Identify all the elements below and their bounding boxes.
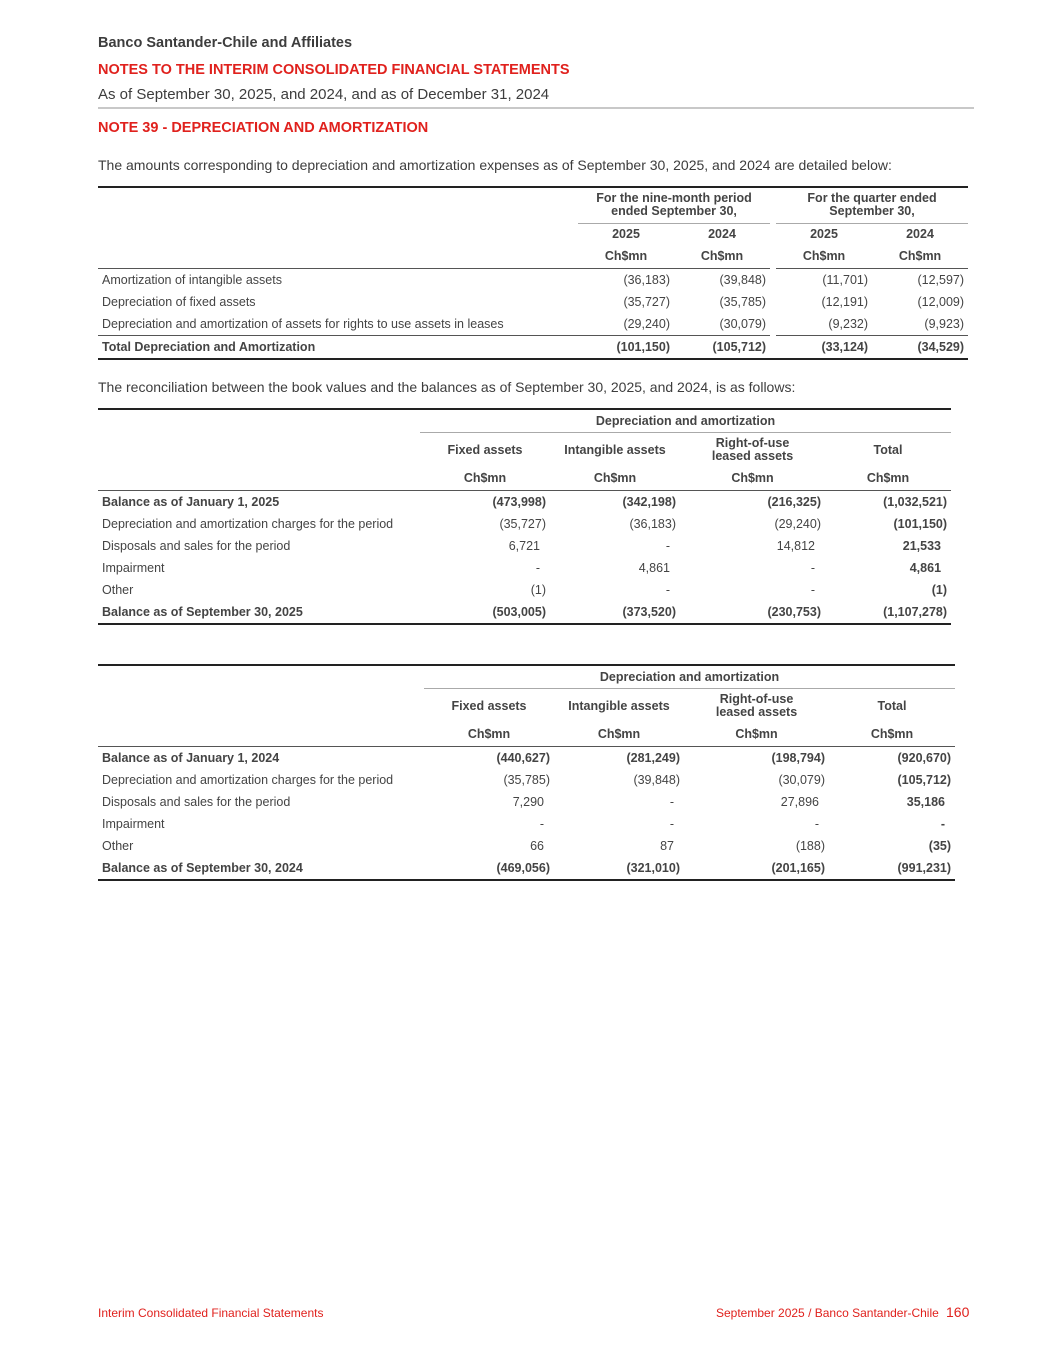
value-cell: (440,627)	[496, 750, 550, 765]
row-label: Balance as of September 30, 2025	[102, 604, 303, 619]
group-header-quarter: For the quarter ended September 30,	[776, 187, 968, 223]
group-header: Depreciation and amortization	[424, 665, 955, 689]
value-cell: 4,861	[909, 560, 942, 575]
table-row	[98, 513, 951, 535]
value-cell: (1,032,521)	[883, 494, 948, 509]
value-cell: (321,010)	[626, 860, 680, 875]
value-cell: (342,198)	[622, 494, 676, 509]
value-cell: -	[669, 794, 674, 809]
unit-header: Ch$mn	[872, 246, 968, 269]
table-row	[98, 557, 951, 579]
value-cell: 7,290	[512, 794, 544, 809]
intro-text-1: The amounts corresponding to depreciation and amortization expenses as of September 30, 2025, and 2024 are detailed below:	[98, 157, 892, 173]
row-label: Disposals and sales for the period	[102, 538, 291, 553]
row-label: Balance as of January 1, 2025	[102, 494, 280, 509]
value-cell: -	[665, 582, 670, 597]
value-cell: (34,529)	[917, 339, 965, 354]
row-label: Depreciation and amortization charges for the period	[102, 516, 394, 531]
value-cell: (198,794)	[771, 750, 825, 765]
value-cell: -	[665, 538, 670, 553]
table-row	[98, 601, 951, 624]
value-cell: (35,727)	[623, 294, 670, 309]
table-row	[98, 835, 955, 857]
value-cell: -	[814, 816, 819, 831]
value-cell: 27,896	[780, 794, 819, 809]
footer-date-bank: September 2025 / Banco Santander-Chile	[716, 1306, 939, 1320]
year-header: 2025	[612, 227, 640, 241]
group-header: Depreciation and amortization	[420, 409, 951, 433]
value-cell: (29,240)	[774, 516, 821, 531]
value-cell: -	[810, 560, 815, 575]
row-label: Total Depreciation and Amortization	[102, 339, 316, 354]
unit-header: Ch$mn	[674, 246, 770, 269]
value-cell: (35)	[928, 838, 952, 853]
value-cell: (39,848)	[719, 272, 767, 287]
company-name: Banco Santander-Chile and Affiliates	[98, 35, 353, 51]
value-cell: -	[940, 816, 946, 831]
row-label: Depreciation of fixed assets	[102, 294, 256, 309]
year-header: 2024	[906, 227, 934, 241]
value-cell: 21,533	[902, 538, 942, 553]
value-cell: (11,701)	[822, 272, 869, 287]
column-header: Fixed assets	[447, 442, 523, 457]
depreciation-expenses-table	[98, 186, 968, 360]
value-cell: (991,231)	[897, 860, 952, 875]
unit-header: Ch$mn	[550, 468, 680, 491]
as-of-date: As of September 30, 2025, and 2024, and as of December 31, 2024	[98, 86, 550, 103]
column-header: Total	[873, 442, 903, 457]
row-label: Other	[102, 838, 134, 853]
value-cell: (105,712)	[897, 772, 952, 787]
row-label: Disposals and sales for the period	[102, 794, 291, 809]
row-label: Amortization of intangible assets	[102, 272, 282, 287]
value-cell: (30,079)	[674, 313, 770, 336]
table-row	[98, 746, 955, 769]
table-row	[98, 769, 955, 791]
value-cell: (35,727)	[499, 516, 546, 531]
value-cell: (230,753)	[767, 604, 821, 619]
intro-text-2: The reconciliation between the book values and the balances as of September 30, 2025, and 2024, is as follows:	[98, 379, 796, 395]
value-cell: (473,998)	[492, 494, 546, 509]
value-cell: 6,721	[508, 538, 540, 553]
unit-header: Ch$mn	[554, 724, 684, 747]
reconciliation-table-2024	[98, 664, 955, 881]
value-cell: (39,848)	[633, 772, 680, 787]
value-cell: (105,712)	[712, 339, 767, 354]
page-number: 160	[946, 1304, 970, 1320]
value-cell: 87	[660, 838, 674, 853]
value-cell: (12,191)	[821, 294, 869, 309]
table-row	[98, 535, 951, 557]
value-cell: (33,124)	[821, 339, 869, 354]
group-header-nine-month: For the nine-month period ended September 30,	[578, 187, 770, 223]
value-cell: (920,670)	[897, 750, 952, 765]
value-cell: (35,785)	[503, 772, 550, 787]
column-header: Right-of-use leased assets	[711, 436, 794, 464]
value-cell: 66	[530, 838, 544, 853]
value-cell: (1)	[530, 582, 546, 597]
value-cell: -	[810, 582, 815, 597]
notes-title: NOTES TO THE INTERIM CONSOLIDATED FINANCIAL STATEMENTS	[98, 62, 570, 78]
value-cell: 14,812	[776, 538, 815, 553]
table-row	[98, 813, 955, 835]
footer-title: Interim Consolidated Financial Statements	[98, 1306, 324, 1320]
unit-header: Ch$mn	[776, 246, 872, 269]
value-cell: (36,183)	[623, 272, 670, 287]
value-cell: (30,079)	[778, 772, 825, 787]
value-cell: (12,597)	[917, 272, 965, 287]
table-row	[98, 579, 951, 601]
value-cell: (503,005)	[492, 604, 546, 619]
column-header: Fixed assets	[451, 698, 527, 713]
row-label: Impairment	[102, 816, 165, 831]
row-label: Other	[102, 582, 134, 597]
value-cell: (216,325)	[767, 494, 821, 509]
value-cell: (36,183)	[629, 516, 676, 531]
row-label: Depreciation and amortization of assets for rights to use assets in leases	[98, 313, 578, 336]
value-cell: -	[539, 816, 544, 831]
row-label: Balance as of September 30, 2024	[102, 860, 303, 875]
value-cell: (1)	[931, 582, 948, 597]
value-cell: (469,056)	[496, 860, 550, 875]
unit-header: Ch$mn	[825, 468, 951, 491]
value-cell: (9,232)	[776, 313, 872, 336]
column-header: Total	[877, 698, 907, 713]
unit-header: Ch$mn	[578, 246, 674, 269]
value-cell: -	[535, 560, 540, 575]
unit-header: Ch$mn	[684, 724, 829, 747]
value-cell: (12,009)	[917, 294, 965, 309]
value-cell: (373,520)	[622, 604, 676, 619]
value-cell: (35,785)	[719, 294, 767, 309]
value-cell: (1,107,278)	[883, 604, 948, 619]
column-header: Intangible assets	[568, 698, 670, 713]
table-row	[98, 335, 968, 359]
value-cell: (101,150)	[616, 339, 670, 354]
column-header: Intangible assets	[564, 442, 666, 457]
table-row	[98, 291, 968, 313]
table-row	[98, 268, 968, 291]
row-label: Depreciation and amortization charges for the period	[102, 772, 394, 787]
value-cell: (29,240)	[578, 313, 674, 336]
value-cell: (201,165)	[771, 860, 825, 875]
row-label: Balance as of January 1, 2024	[102, 750, 280, 765]
value-cell: -	[669, 816, 674, 831]
unit-header: Ch$mn	[680, 468, 825, 491]
value-cell: (101,150)	[893, 516, 948, 531]
note-title: NOTE 39 - DEPRECIATION AND AMORTIZATION	[98, 120, 429, 136]
table-row	[98, 857, 955, 880]
table-row	[98, 490, 951, 513]
value-cell: 4,861	[638, 560, 670, 575]
value-cell: (281,249)	[626, 750, 680, 765]
unit-header: Ch$mn	[829, 724, 955, 747]
value-cell: (9,923)	[872, 313, 968, 336]
unit-header: Ch$mn	[420, 468, 550, 491]
column-header: Right-of-use leased assets	[715, 692, 798, 720]
year-header: 2025	[810, 227, 838, 241]
table-row	[98, 791, 955, 813]
year-header: 2024	[708, 227, 736, 241]
row-label: Impairment	[102, 560, 165, 575]
unit-header: Ch$mn	[424, 724, 554, 747]
value-cell: 35,186	[906, 794, 946, 809]
table-row	[98, 313, 968, 336]
value-cell: (188)	[795, 838, 825, 853]
reconciliation-table-2025	[98, 408, 951, 625]
header-divider	[98, 107, 974, 109]
